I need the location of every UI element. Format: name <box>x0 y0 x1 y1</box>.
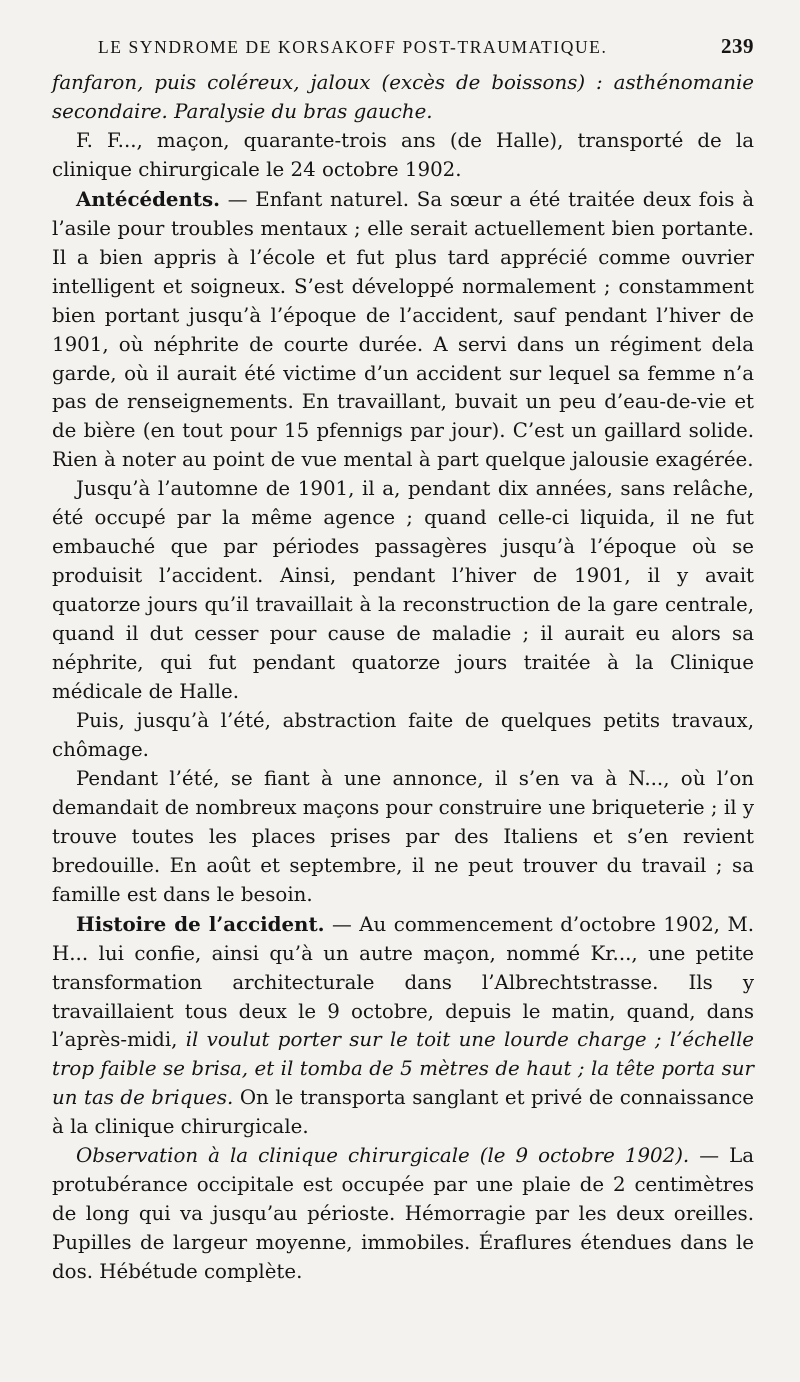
section-heading-accident: Histoire de l’accident. <box>76 911 325 936</box>
paragraph-accident-history <box>52 910 754 1143</box>
running-title: LE SYNDROME DE KORSAKOFF POST-TRAUMATIQUE. <box>98 37 608 57</box>
paragraph-unemployment: Puis, jusqu’à l’été, abstraction faite de quelques petits travaux, chômage. <box>52 708 754 761</box>
paragraph-antecedents <box>52 185 754 476</box>
page-number: 239 <box>721 34 754 58</box>
running-header <box>98 34 754 59</box>
paragraph-observation <box>52 1142 754 1287</box>
accident-text-b: On le transporta sanglant et privé de connaissance à la clinique chirurgicale. <box>52 1086 754 1139</box>
accident-text-italic: il voulut porter sur le toit une lourde charge ; l’échelle trop faible se brisa, et il tomba de 5 mètres de haut ; la tête porta sur un tas de briques. <box>52 1028 754 1110</box>
paragraph-case-intro: F. F..., maçon, quarante-trois ans (de Halle), transporté de la clinique chirurgicale le 24 octobre 1902. <box>52 128 754 181</box>
observation-text: — La protubérance occipitale est occupée par une plaie de 2 centimètres de long qui va jusqu’au périoste. Hémorragie par les deux oreilles. Pupilles de largeur moyenne, immobiles. Éraflures étendues dans le dos. Hébétude complète. <box>52 1144 754 1284</box>
observation-heading: Observation à la clinique chirurgicale (le 9 octobre 1902). <box>76 1144 690 1168</box>
page-body <box>52 69 754 1287</box>
paragraph-summer: Pendant l’été, se fiant à une annonce, il s’en va à N..., où l’on demandait de nombreux maçons pour construire une briqueterie ; il y trouve toutes les places prises par des Italiens et s’en revient bredouille. En août et septembre, il ne peut trouver du travail ; sa famille est dans le besoin. <box>52 766 754 906</box>
section-heading-antecedents: Antécédents. <box>76 186 221 211</box>
paragraph-continuation: fanfaron, puis coléreux, jaloux (excès de boissons) : asthénomanie secondaire. Paralysie du bras gauche. <box>52 71 754 123</box>
accident-text-a: — Au commencement d’octobre 1902, M. H... lui confie, ainsi qu’à un autre maçon, nommé Kr..., une petite transformation architecturale dans l’Albrechtstrasse. Ils y travaillaient tous deux le 9 octobre, depuis le matin, quand, dans l’après-midi, <box>52 912 754 1052</box>
antecedents-text: — Enfant naturel. Sa sœur a été traitée deux fois à l’asile pour troubles mentaux ; elle serait actuellement bien portante. Il a bien appris à l’école et fut plus tard apprécié comme ouvrier intelligent et soigneux. S’est développé normalement ; constamment bien portant jusqu’à l’époque de l’accident, sauf pendant l’hiver de 1901, où néphrite de courte durée. A servi dans un régiment dela garde, où il aurait été victime d’un accident sur lequel sa femme n’a pas de renseignements. En travaillant, buvait un peu d’eau-de-vie et de bière (en tout pour 15 pfennigs par jour). C’est un gaillard solide. Rien à noter au point de vue mental à part quelque jalousie exagérée. <box>52 187 754 472</box>
paragraph-employment: Jusqu’à l’automne de 1901, il a, pendant dix années, sans relâche, été occupé par la même agence ; quand celle-ci liquida, il ne fut embauché que par périodes passagères jusqu’à l’époque où se produisit l’accident. Ainsi, pendant l’hiver de 1901, il y avait quatorze jours qu’il travaillait à la reconstruction de la gare centrale, quand il dut cesser pour cause de maladie ; il aurait eu alors sa néphrite, qui fut pendant quatorze jours traitée à la Clinique médicale de Halle. <box>52 477 754 704</box>
